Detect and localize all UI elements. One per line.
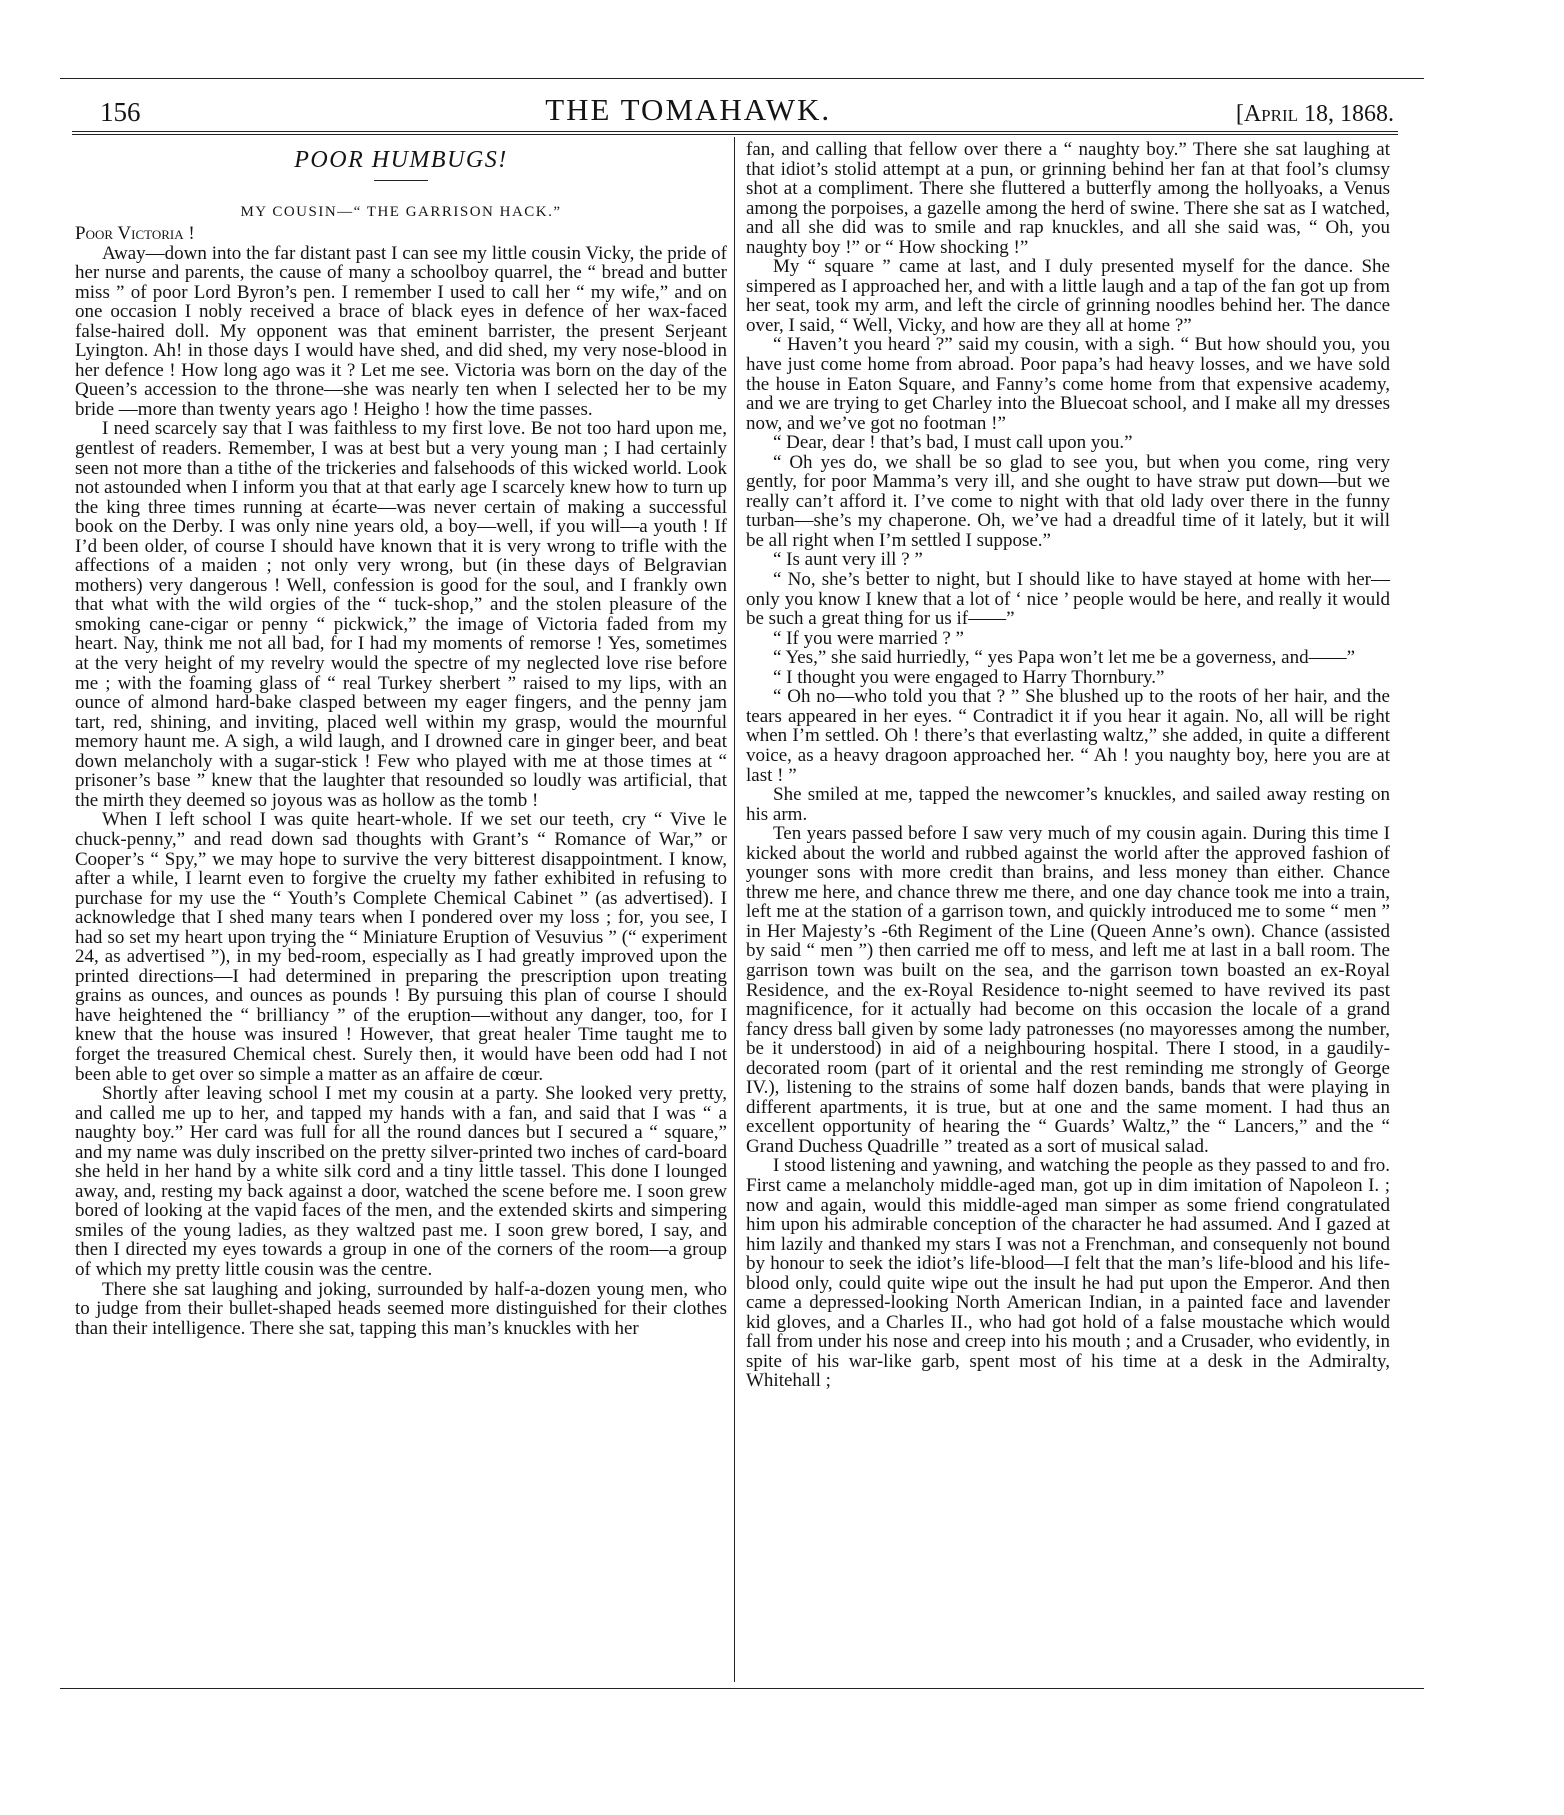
top-rule [60,78,1424,79]
paragraph: Poor Victoria ! [75,223,195,244]
page-number: 156 [100,97,141,127]
right-column [746,140,1390,1391]
paragraph: “ No, she’s better to night, but I should like to have stayed at home with her—only you know I knew that a lot of ‘ nice ’ people would be here, and really it would be such a great thing for us if——” [746,569,1390,630]
left-column [75,140,727,1338]
paragraph: “ Haven’t you heard ?” said my cousin, with a sigh. “ But how should you, you have just come home from abroad. Poor papa’s had heavy losses, and we have sold the house in Eaton Square, and Fanny’s come home from that expensive academy, and we are trying to get Charley into the Bluecoat school, and I make all my dresses now, and we’ve got no footman !” [746,334,1390,434]
column-divider [734,137,735,1682]
article-subtitle: MY COUSIN—“ THE GARRISON HACK.” [240,204,562,220]
paragraph: “ I thought you were engaged to Harry Thornbury.” [773,666,1165,688]
paragraph: Away—down into the far distant past I can see my little cousin Vicky, the pride of her nurse and parents, the cause of many a schoolboy quarrel, the “ bread and butter miss ” of poor Lord Byron’s pen. I remember I used to call her “ my wife,” and on one occasion I nobly received a brace of black eyes in defence of her wax-faced false-haired doll. My opponent was that eminent barrister, the present Serjeant Lyington. Ah! in those days I would have shed, and did shed, my very nose-blood in her defence ! How long ago was it ? Let me see. Victoria was born on the day of the Queen’s accession to the throne—she was nearly ten when I selected her to be my bride —more than twenty years ago ! Heigho ! how the time passes. [75,242,727,420]
header-rule-upper [72,131,1398,132]
paragraph: When I left school I was quite heart-whole. If we set our teeth, cry “ Vive le chuck-penny,” and read down sad thoughts with Grant’s “ Romance of War,” or Cooper’s “ Spy,” we may hope to survive the very bitterest disappointment. I know, after a while, I learnt even to forgive the cruelty my father exhibited in refusing to purchase for my use the “ Youth’s Complete Chemical Cabinet ” (as advertised). I acknowledge that I shed many tears when I pondered over my loss ; for, you see, I had so set my heart upon trying the “ Miniature Eruption of Vesuvius ” (“ experiment 24, as advertised ”), in my bed-room, especially as I had greatly improved upon the printed directions—I had determined in preparing the prescription upon treating grains as ounces, and ounces as pounds ! By pursuing this plan of course I should have heightened the “ brilliancy ” of the eruption—without any danger, too, for I knew that the house was insured ! However, that great healer Time taught me to forget the treasured Chemical chest. Surely then, it would have been odd had I not been able to get over so simple a matter as an affaire de cœur. [75,809,727,1085]
paragraph: Shortly after leaving school I met my cousin at a party. She looked very pretty, and called me up to her, and tapped my hands with a fan, and said that I was “ a naughty boy.” Her card was full for all the round dances but I secured a “ square,” and my name was duly inscribed on the pretty silver-printed two inches of card-board she held in her hand by a white silk cord and a tiny little tassel. This done I lounged away, and, resting my back against a door, watched the scene before me. I soon grew bored of looking at the vapid faces of the men, and the extended skirts and simpering smiles of the young ladies, as they waltzed past me. I soon grew bored, I say, and then I directed my eyes towards a group in one of the corners of the room—a group of which my pretty little cousin was the centre. [75,1083,727,1280]
paragraph: She smiled at me, tapped the newcomer’s knuckles, and sailed away resting on his arm. [746,784,1390,825]
paragraph: “ Yes,” she said hurriedly, “ yes Papa won’t let me be a governess, and——” [773,647,1355,669]
page-header [100,84,1394,128]
bottom-rule [60,1688,1424,1689]
title-rule [374,180,428,181]
paragraph: “ Is aunt very ill ? ” [773,549,923,571]
paragraph: I need scarcely say that I was faithless to my first love. Be not too hard upon me, gentlest of readers. Remember, I was at best but a very young man ; I had certainly seen not more than a tithe of the trickeries and falsehoods of this wicked world. Look not astounded when I inform you that at that early age I scarcely knew how to turn up the king three times running at écarte—was never certain of making a successful book on the Derby. I was only nine years old, a boy—well, if you will—a youth ! If I’d been older, of course I should have known that it is very wrong to trifle with the affections of a maiden ; not only very wrong, but (in these days of Belgravian mothers) very dangerous ! Well, confession is good for the soul, and I frankly own that what with the wild orgies of the “ tuck-shop,” and the stolen pleasure of the smoking cane-cigar or penny “ pickwick,” the image of Victoria faded from my heart. Nay, think me not all bad, for I had my moments of remorse ! Yes, sometimes at the very height of my revelry would the spectre of my neglected love rise before me ; with the foaming glass of “ real Turkey sherbert ” raised to my lips, with an ounce of almond hard-bake clasped between my eager fingers, and the penny jam tart, red, shining, and inviting, placed well within my grasp, would the mournful memory haunt me. A sigh, a wild laugh, and I drowned care in ginger beer, and beat down melancholy with a sugar-stick ! Few who played with me at those times at “ prisoner’s base ” knew that the laughter that resounded so loudly was artificial, that the mirth they deemed so joyous was as hollow as the tomb ! [75,418,727,811]
paragraph: Ten years passed before I saw very much of my cousin again. During this time I kicked about the world and rubbed against the world after the approved fashion of younger sons with more credit than brains, and less money than either. Chance threw me here, and chance threw me there, and one day chance took me into a train, left me at the station of a garrison town, and quickly introduced me to some “ men ” in Her Majesty’s -6th Regiment of the Line (Queen Anne’s own). Chance (assisted by said “ men ”) then carried me off to mess, and left me at last in a ball room. The garrison town was built on the sea, and the garrison town boasted an ex-Royal Residence, and the ex-Royal Residence to-night seemed to have revived its past magnificence, for it actually had become on this occasion the locale of a grand fancy dress ball given by some lady patronesses (no mayoresses among the number, be it understood) in aid of a neighbouring hospital. There I stood, in a gaudily-decorated room (part of it oriental and the rest reminding me strongly of George IV.), listening to the strains of some half dozen bands, bands that were playing in different apartments, it is true, but at one and the same moment. I had thus an excellent opportunity of hearing the “ Guards’ Waltz,” the “ Lancers,” and the “ Grand Duchess Quadrille ” treated as a sort of musical salad. [746,823,1390,1157]
paragraph: I stood listening and yawning, and watching the people as they passed to and fro. First came a melancholy middle-aged man, got up in dim imitation of Napoleon I. ; now and again, would this middle-aged man simper as some friend congratulated him upon his admirable conception of the character he had assumed. And I gazed at him lazily and thanked my stars I was not a Frenchman, and consequenly not bound by honour to seek the idiot’s life-blood—I felt that the man’s life-blood and his life-blood only, could quite wipe out the insult he had put upon the Emperor. And then came a depressed-looking North American Indian, in a painted face and lavender kid gloves, and a Charles II., who had got hold of a false moustache which would fall from under his nose and creep into his mouth ; and a Crusader, who evidently, in spite of his war-like garb, spent most of his time at a desk in the Admiralty, Whitehall ; [746,1155,1390,1392]
paragraph: fan, and calling that fellow over there a “ naughty boy.” There she sat laughing at that idiot’s stolid attempt at a pun, or grinning behind her fan at that fool’s clumsy shot at a compliment. There she fluttered a butterfly among the hollyoaks, a Venus among the porpoises, a gazelle among the herd of swine. There she sat as I watched, and all she did was to smile and rap knuckles, and all she said was, “ Oh, you naughty boy !” or “ How shocking !” [746,139,1390,258]
article-title: POOR HUMBUGS! [294,147,508,173]
masthead: THE TOMAHAWK. [545,92,832,127]
paragraph: There she sat laughing and joking, surrounded by half-a-dozen young men, who to judge from their bullet-shaped heads seemed more distinguished for their clothes than their intelligence. There she sat, tapping this man’s knuckles with her [75,1278,727,1339]
header-rule-lower [72,134,1398,135]
paragraph: “ If you were married ? ” [773,627,964,649]
paragraph: My “ square ” came at last, and I duly presented myself for the dance. She simpered as I approached her, and with a little laugh and a tap of the fan got up from her seat, took my arm, and left the circle of grinning noodles behind her. The dance over, I said, “ Well, Vicky, and how are they all at home ?” [746,256,1390,336]
issue-date: [April 18, 1868. [1235,101,1394,127]
paragraph: “ Oh no—who told you that ? ” She blushed up to the roots of her hair, and the tears appeared in her eyes. “ Contradict it if you hear it again. No, all will be right when I’m settled. Oh ! there’s that everlasting waltz,” she added, in quite a different voice, as a heavy dragoon approached her. “ Ah ! you naughty boy, here you are at last ! ” [746,686,1390,786]
paragraph: “ Dear, dear ! that’s bad, I must call upon you.” [773,432,1133,454]
paragraph: “ Oh yes do, we shall be so glad to see you, but when you come, ring very gently, for poor Mamma’s very ill, and she ought to have straw put down—but we really can’t afford it. I’ve come to night with that old lady over there in the funny turban—she’s my chaperone. Oh, we’ve had a dreadful time of it lately, but it will be all right when I’m settled I suppose.” [746,451,1390,551]
